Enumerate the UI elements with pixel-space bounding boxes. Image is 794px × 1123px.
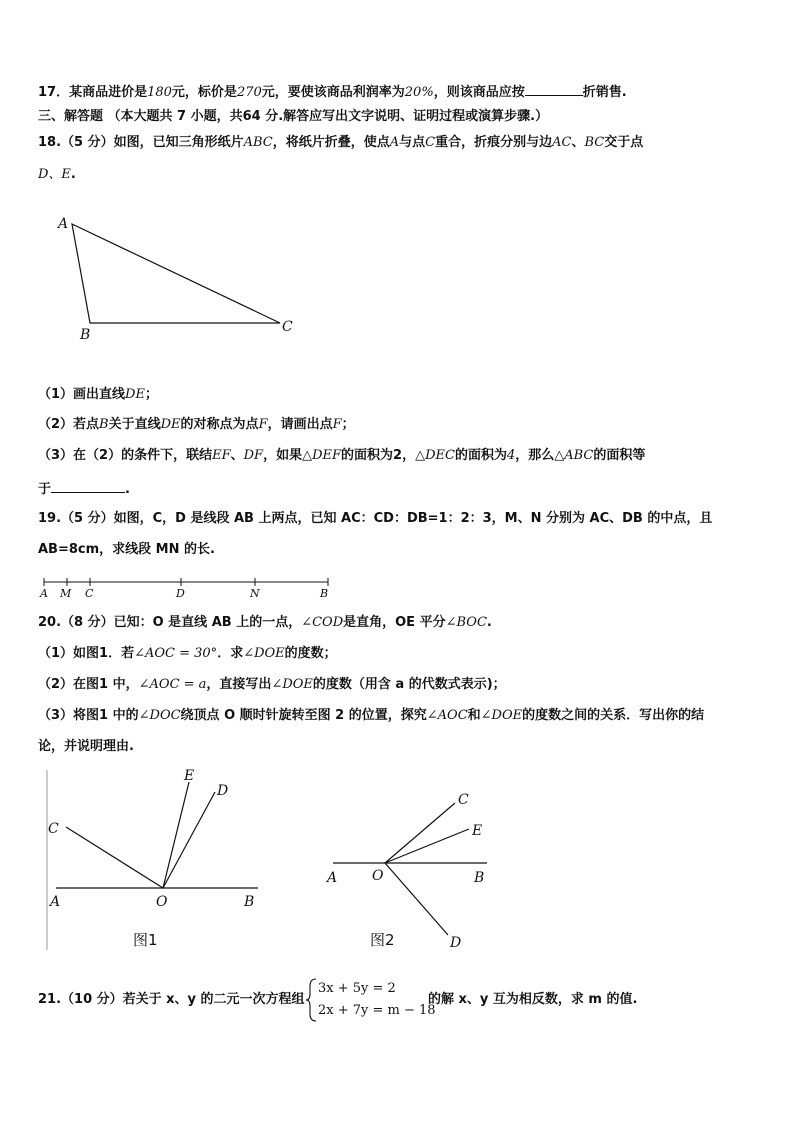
question-17: 17．某商品进价是180元，标价是270元，要使该商品利润率为20%，则该商品应按 折销售. (38, 82, 627, 102)
fig1-label-c: C (48, 821, 59, 837)
equation-2: 2x + 7y = m − 18 (318, 1003, 436, 1018)
fig1-label-b: B (244, 894, 255, 910)
fig2-caption: 图2 (370, 931, 395, 949)
equation-1: 3x + 5y = 2 (318, 981, 396, 996)
question-20-part-2: （2）在图1 中，∠AOC = a，直接写出∠DOE的度数（用含 a 的代数式表示)； (38, 677, 506, 692)
label-b: B (80, 327, 91, 343)
label-a: A (58, 216, 69, 232)
question-20-part-3-cont: 论，并说明理由. (38, 739, 134, 754)
fig1-caption: 图1 (133, 931, 158, 949)
point-n: N (250, 587, 260, 600)
point-a: A (40, 587, 48, 600)
question-21-stem-b: 的解 x、y 互为相反数，求 m 的值. (428, 992, 638, 1007)
question-21-stem-a: 21.（10 分）若关于 x、y 的二元一次方程组 (38, 992, 305, 1007)
question-18-part-3: （3）在（2）的条件下，联结EF、DF，如果△DEF的面积为2，△DEC的面积为4，那么△ABC的面积等 (38, 448, 646, 463)
fig2-label-b: B (474, 870, 485, 886)
equation-system (318, 978, 436, 1022)
question-18-part-1: （1）画出直线DE； (38, 387, 158, 402)
question-20-part-3: （3）将图1 中的∠DOC绕顶点 O 顺时针旋转至图 2 的位置，探究∠AOC和∠DOE的度数之间的关系．写出你的结 (38, 708, 705, 723)
fig1-label-e: E (184, 768, 195, 784)
point-b: B (320, 587, 329, 600)
question-19-stem: 19.（5 分）如图，C，D 是线段 AB 上两点，已知 AC：CD：DB=1：2：3，M、N 分别为 AC、DB 的中点，且 (38, 511, 713, 526)
left-brace (306, 979, 316, 1021)
point-c: C (85, 587, 94, 600)
question-18-part-2: （2）若点B关于直线DE的对称点为点F，请画出点F； (38, 417, 355, 432)
question-18-stem: 18.（5 分）如图，已知三角形纸片ABC，将纸片折叠，使点A与点C重合，折痕分别与边AC、BC交于点 (38, 135, 644, 150)
question-18-stem-cont: D、E. (38, 167, 76, 182)
fig2-label-d: D (450, 935, 462, 951)
fig1-label-a: A (50, 894, 61, 910)
question-19-stem-cont: AB=8cm，求线段 MN 的长. (38, 542, 215, 557)
question-20-part-1: （1）如图1．若∠AOC = 30°．求∠DOE的度数； (38, 646, 337, 661)
fig2-label-e: E (472, 823, 483, 839)
section-3-heading: 三、解答题 （本大题共 7 小题，共64 分.解答应写出文字说明、证明过程或演算步骤.） (38, 109, 549, 124)
fig2-label-o: O (372, 868, 384, 884)
point-m: M (60, 587, 72, 600)
fig1-label-o: O (156, 894, 168, 910)
label-c: C (282, 319, 293, 335)
question-20-stem: 20.（8 分）已知：O 是直线 AB 上的一点，∠COD是直角，OE 平分∠BOC. (38, 615, 492, 630)
question-18-part-3-cont: 于 . (38, 479, 130, 499)
fig2-label-a: A (327, 870, 338, 886)
point-d: D (176, 587, 185, 600)
fig2-label-c: C (458, 792, 469, 808)
fig1-label-d: D (217, 783, 229, 799)
